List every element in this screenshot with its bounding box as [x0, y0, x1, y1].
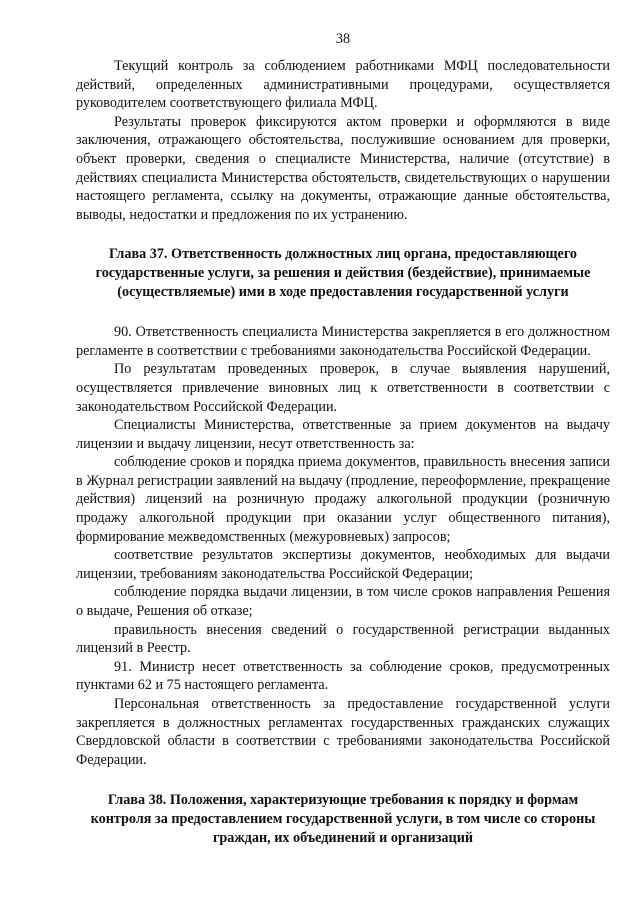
list-item: соблюдение сроков и порядка приема документов, правильность внесения записи в Журнал регистрации заявлений на выдачу (продление, переоформление, прекращение действия) лицензий на розничную продажу алкогольной продукции (розничную продажу алкогольной продукции при оказании услуг общественного питания), формирование межведомственных (межуровневых) запросов;	[76, 454, 610, 545]
paragraph: 90. Ответственность специалиста Министерства закрепляется в его должностном регламенте в соответствии с требованиями законодательства Российской Федерации.	[76, 324, 610, 359]
list-item: соблюдение порядка выдачи лицензии, в том числе сроков направления Решения о выдаче, Решения об отказе;	[76, 584, 610, 620]
paragraph: Персональная ответственность за предоставление государственной услуги закрепляется в должностных регламентах государственных гражданских служащих Свердловской области в соответствии с требованиями законодательства Российской Федерации.	[76, 696, 610, 768]
paragraph: Текущий контроль за соблюдением работниками МФЦ последовательности действий, определенных административными процедурами, осуществляется руководителем соответствующего филиала МФЦ.	[76, 58, 610, 112]
document-page	[76, 30, 610, 847]
paragraph: Специалисты Министерства, ответственные за прием документов на выдачу лицензии и выдачу лицензии, несут ответственность за:	[76, 417, 610, 452]
paragraph: 91. Министр несет ответственность за соблюдение сроков, предусмотренных пунктами 62 и 75 настоящего регламента.	[76, 658, 610, 694]
list-item: соответствие результатов экспертизы документов, необходимых для выдачи лицензии, требованиям законодательства Российской Федерации;	[76, 547, 610, 582]
chapter-heading: Глава 38. Положения, характеризующие требования к порядку и формам контроля за предоставлением государственной услуги, в том числе со стороны граждан, их объединений и организаций	[90, 792, 596, 846]
paragraph: Результаты проверок фиксируются актом проверки и оформляются в виде заключения, отражающего обстоятельства, послужившие основанием для проверки, объект проверки, сведения о специалисте Министерства, наличие (отсутствие) в действиях специалиста Министерства обстоятельств, свидетельствующих о нарушении настоящего регламента, ссылку на документы, отражающие данные обстоятельства, выводы, недостатки и предложения по их устранению.	[76, 113, 610, 223]
paragraph: По результатам проведенных проверок, в случае выявления нарушений, осуществляется привлечение виновных лиц к ответственности в соответствии с законодательством Российской Федерации.	[76, 361, 610, 415]
chapter-heading: Глава 37. Ответственность должностных лиц органа, предоставляющего государственные услуги, за решения и действия (бездействие), принимаемые (осуществляемые) ими в ходе предоставления государственной услуги	[95, 246, 591, 300]
list-item: правильность внесения сведений о государственной регистрации выданных лицензий в Реестр.	[76, 621, 610, 657]
page-number: 38	[335, 31, 351, 47]
